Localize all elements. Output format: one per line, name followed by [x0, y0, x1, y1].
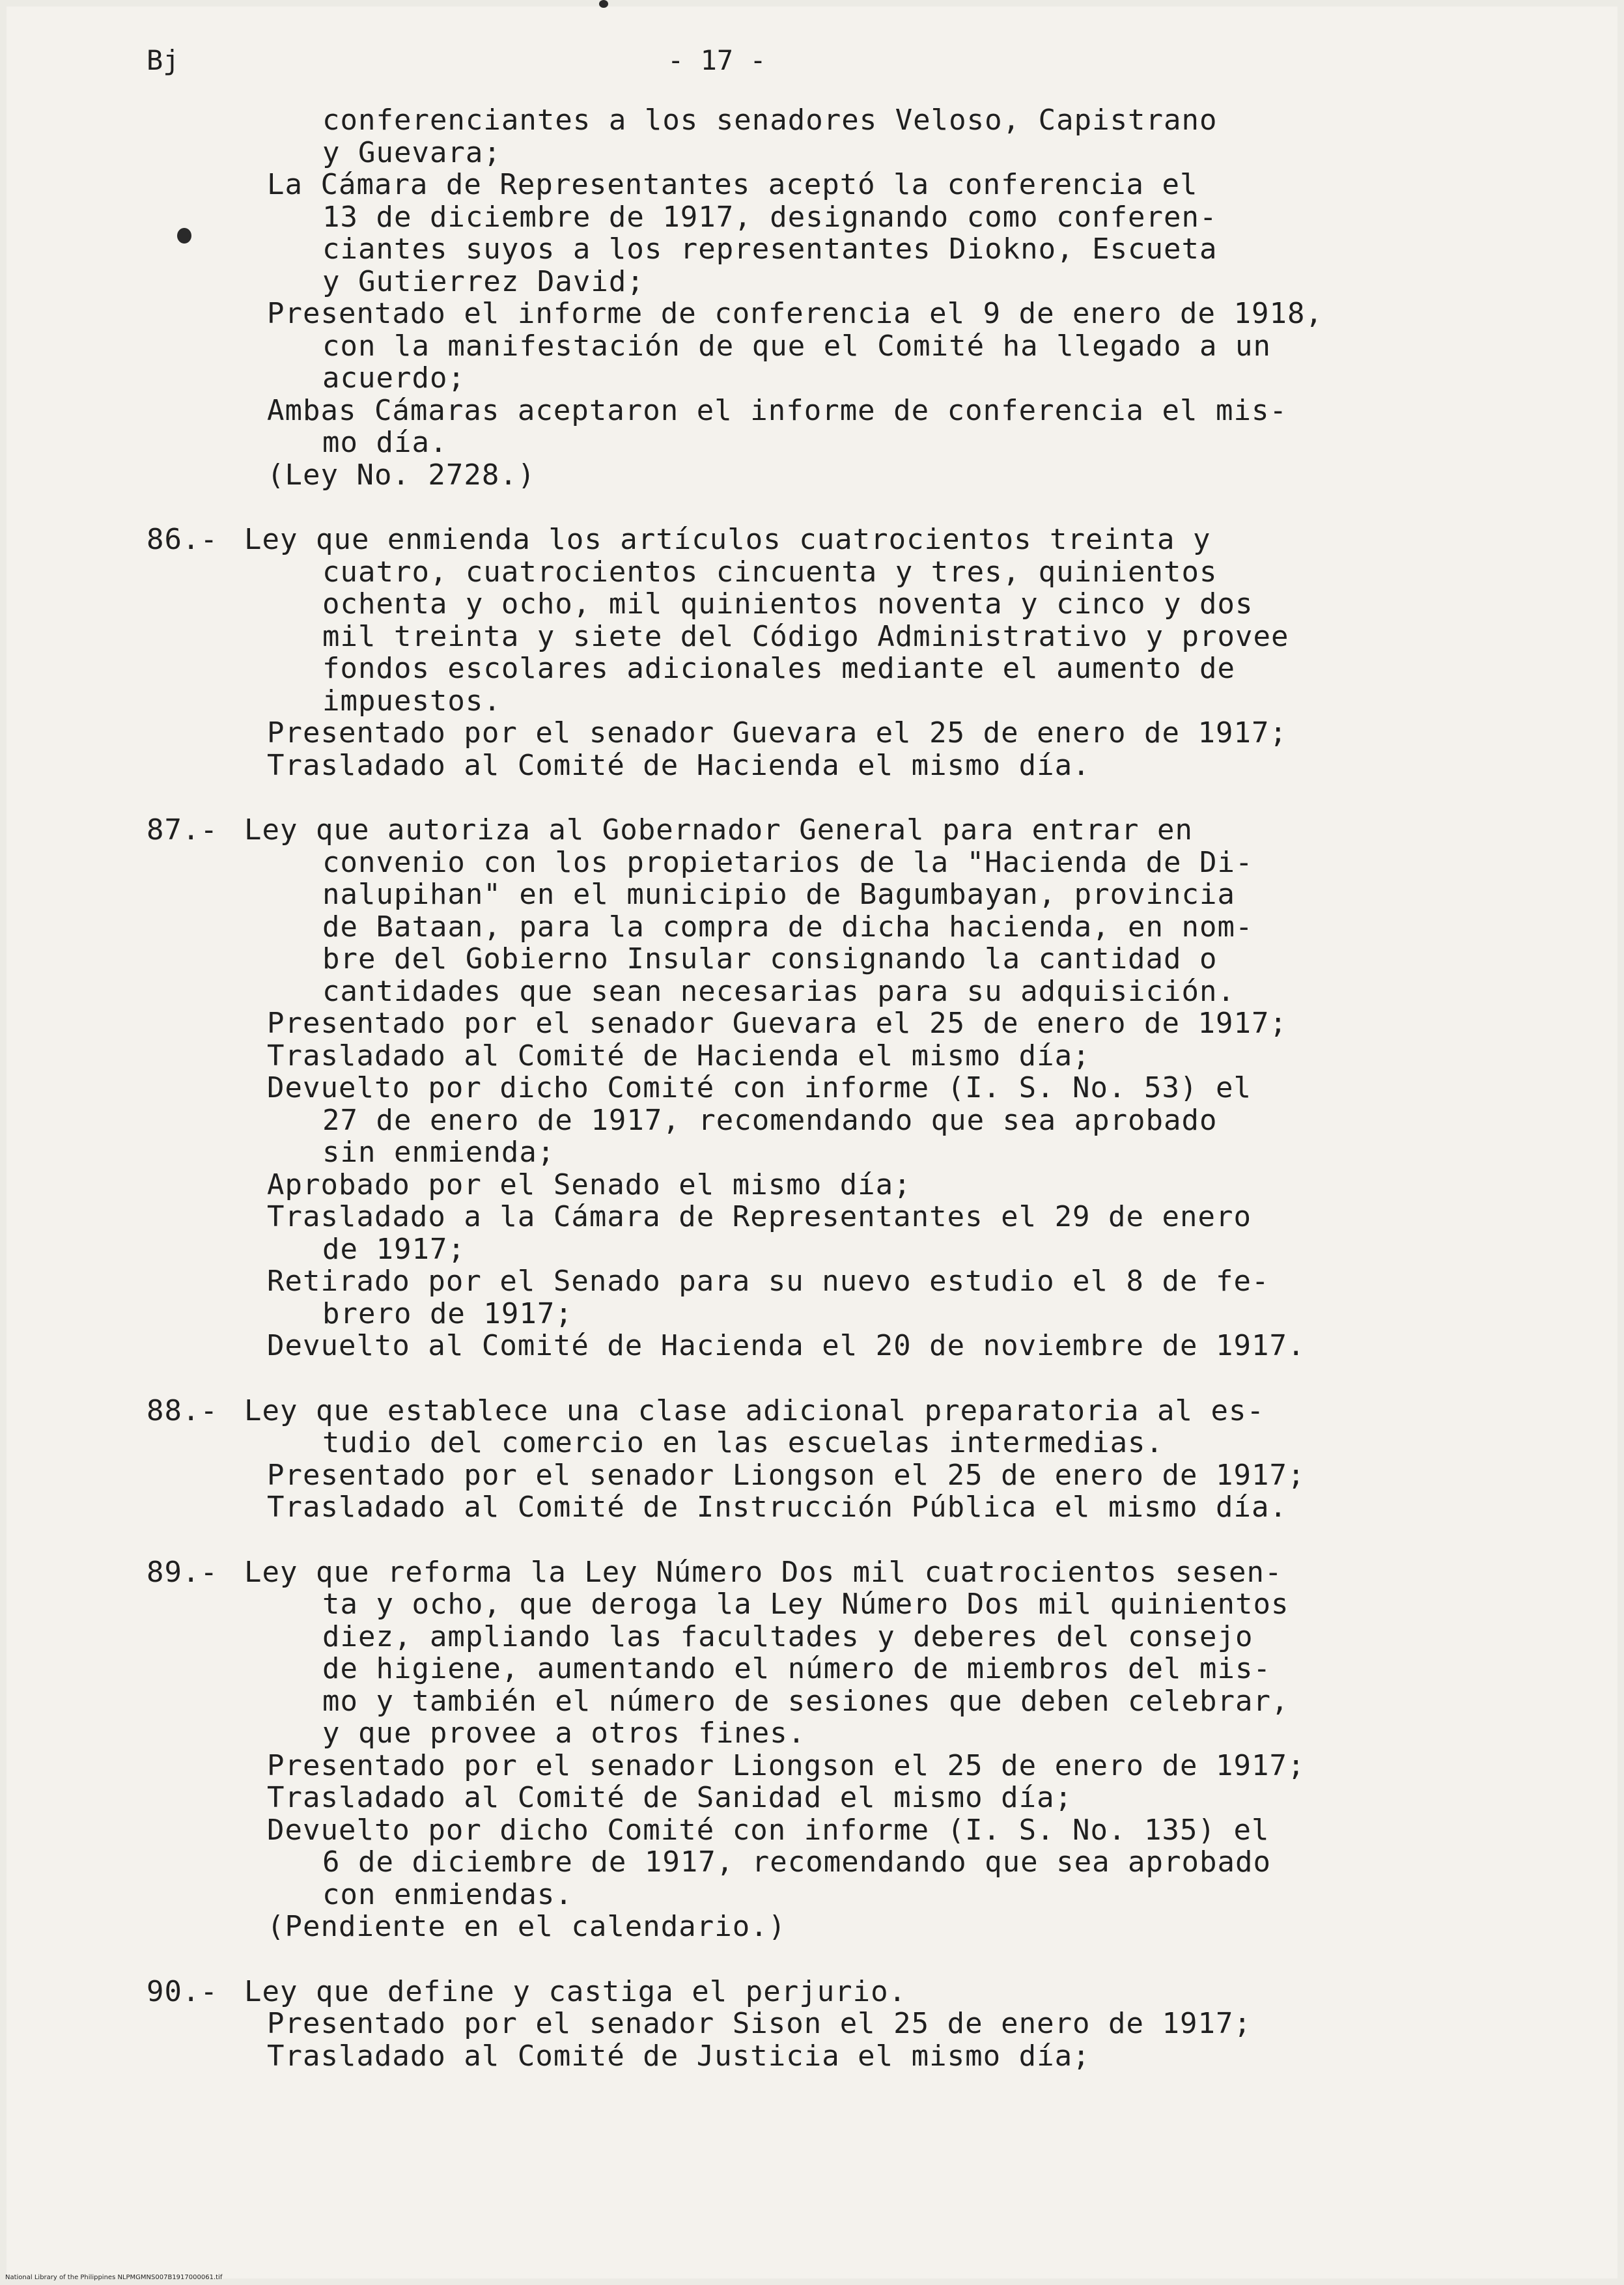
legislative-step — [147, 750, 1468, 782]
legislative-step-line: Devuelto al Comité de Hacienda el 20 de noviembre de 1917. — [267, 1329, 1306, 1362]
preamble-step-line: Ambas Cámaras aceptaron el informe de conferencia el mis- — [267, 393, 1287, 427]
bill-title-text: Ley que establece una clase adicional preparatoria al es- — [244, 1394, 1265, 1427]
legislative-step — [147, 1007, 1468, 1040]
page-header — [147, 38, 1477, 90]
legislative-step-line: Trasladado al Comité de Hacienda el mismo día; — [267, 1039, 1091, 1072]
bill-number: 87.- — [147, 813, 218, 847]
legislative-step — [147, 1459, 1468, 1492]
preamble-step-line: mo día. — [322, 426, 448, 459]
bill-title-first-line — [147, 1556, 1468, 1589]
bill-entry — [147, 1556, 1468, 1943]
status-note: (Pendiente en el calendario.) — [267, 1910, 787, 1943]
legislative-step-line: Devuelto por dicho Comité con informe (I. S. No. 53) el — [267, 1071, 1252, 1104]
legislative-step-line: Presentado por el senador Liongson el 25 de enero de 1917; — [267, 1748, 1306, 1782]
legislative-step-line: de 1917; — [322, 1232, 466, 1266]
preamble-continuation — [147, 104, 1468, 491]
preamble-step-line: 13 de diciembre de 1917, designando como conferen- — [322, 200, 1218, 234]
bill-title-first-line — [147, 524, 1468, 556]
bill-title-line: tudio del comercio en las escuelas intermedias. — [322, 1426, 1164, 1459]
legislative-step — [147, 1491, 1468, 1524]
bill-title-line: y que provee a otros fines. — [322, 1717, 806, 1750]
legislative-step — [147, 2008, 1468, 2040]
bill-title-line: de Bataan, para la compra de dicha hacienda, en nom- — [322, 910, 1253, 944]
legislative-step-line: 27 de enero de 1917, recomendando que sea aprobado — [322, 1103, 1218, 1137]
bill-title-line: mo y también el número de sesiones que deben celebrar, — [322, 1684, 1289, 1718]
legislative-step-line: Aprobado por el Senado el mismo día; — [267, 1168, 912, 1201]
bill-number: 90.- — [147, 1974, 218, 2008]
bill-entry — [147, 1976, 1468, 2073]
preamble-step — [147, 169, 1468, 298]
bill-title-line: nalupihan" en el municipio de Bagumbayan, provincia — [322, 878, 1236, 911]
legislative-step-line: Presentado por el senador Liongson el 25 de enero de 1917; — [267, 1458, 1306, 1492]
preamble-step-line: acuerdo; — [322, 361, 466, 395]
bill-title-line: convenio con los propietarios de la "Hacienda de Di- — [322, 845, 1253, 879]
legislative-step-line: sin enmienda; — [322, 1136, 555, 1169]
bill-title-first-line — [147, 814, 1468, 847]
legislative-step — [147, 1040, 1468, 1072]
bill-title-first-line — [147, 1395, 1468, 1427]
legislative-step-line: Trasladado al Comité de Justicia el mismo día; — [267, 2039, 1091, 2073]
document-body — [147, 104, 1468, 2105]
legislative-step-line: Trasladado al Comité de Sanidad el mismo día; — [267, 1781, 1073, 1814]
legislative-step-line: con enmiendas. — [322, 1877, 573, 1911]
bill-title-text: Ley que enmienda los artículos cuatrocientos treinta y — [244, 523, 1211, 556]
preamble-step-line: Presentado el informe de conferencia el 9 de enero de 1918, — [267, 297, 1323, 330]
bill-title-line: bre del Gobierno Insular consignando la cantidad o — [322, 942, 1218, 975]
bill-title-text: Ley que autoriza al Gobernador General para entrar en — [244, 813, 1193, 847]
bill-entry — [147, 524, 1468, 781]
bill-title-text: Ley que reforma la Ley Número Dos mil cuatrocientos sesen- — [244, 1555, 1283, 1589]
bill-title-line: cuatro, cuatrocientos cincuenta y tres, quinientos — [322, 555, 1218, 589]
legislative-step — [147, 1814, 1468, 1911]
legislative-step — [147, 717, 1468, 750]
archive-stamp: National Library of the Philippines NLPMGMNS007B1917000061.tif — [5, 2274, 223, 2281]
legislative-step — [147, 1782, 1468, 1814]
bill-title-line: diez, ampliando las facultades y deberes del consejo — [322, 1619, 1253, 1653]
preamble-step-line: y Gutierrez David; — [322, 264, 645, 298]
preamble-line: conferenciantes a los senadores Veloso, Capistrano — [322, 104, 1218, 137]
legislative-step — [147, 1072, 1468, 1169]
legislative-step-line: Trasladado al Comité de Hacienda el mismo día. — [267, 748, 1091, 782]
bill-title-line: de higiene, aumentando el número de miembros del mis- — [322, 1652, 1271, 1685]
legislative-step — [147, 2040, 1468, 2073]
bill-title-text: Ley que define y castiga el perjurio. — [244, 1974, 907, 2008]
legislative-step — [147, 1330, 1468, 1362]
bill-title-line: cantidades que sean necesarias para su adquisición. — [322, 974, 1236, 1008]
page-number: - 17 - — [667, 44, 766, 76]
legislative-step — [147, 1169, 1468, 1201]
preamble-step-line: con la manifestación de que el Comité ha llegado a un — [322, 329, 1271, 363]
preamble-step-line: ciantes suyos a los representantes Diokno, Escueta — [322, 232, 1218, 266]
legislative-step-line: Devuelto por dicho Comité con informe (I. S. No. 135) el — [267, 1813, 1270, 1847]
legislative-step-line: brero de 1917; — [322, 1297, 573, 1330]
bill-number: 88.- — [147, 1394, 218, 1427]
bill-title-line: ochenta y ocho, mil quinientos noventa y cinco y dos — [322, 587, 1253, 621]
law-reference: (Ley No. 2728.) — [267, 458, 536, 492]
top-ink-mark — [599, 0, 608, 8]
legislative-step-line: Presentado por el senador Guevara el 25 de enero de 1917; — [267, 716, 1287, 750]
legislative-step-line: Retirado por el Senado para su nuevo estudio el 8 de fe- — [267, 1265, 1270, 1298]
preamble-step — [147, 395, 1468, 459]
legislative-step-line: Trasladado a la Cámara de Representantes el 29 de enero — [267, 1200, 1252, 1233]
legislative-step — [147, 1265, 1468, 1330]
legislative-step — [147, 1201, 1468, 1265]
bill-title-line: fondos escolares adicionales mediante el aumento de — [322, 652, 1236, 685]
bill-title-line: impuestos. — [322, 684, 501, 718]
bill-number: 86.- — [147, 523, 218, 556]
legislative-step-line: Trasladado al Comité de Instrucción Pública el mismo día. — [267, 1491, 1287, 1524]
typist-initials: Bj — [147, 44, 180, 76]
bill-title-line: ta y ocho, que deroga la Ley Número Dos mil quinientos — [322, 1588, 1289, 1621]
bill-title-first-line — [147, 1976, 1468, 2008]
preamble-step — [147, 298, 1468, 395]
legislative-step-line: 6 de diciembre de 1917, recomendando que sea aprobado — [322, 1845, 1271, 1879]
preamble-step-line: La Cámara de Representantes aceptó la conferencia el — [267, 168, 1198, 201]
legislative-step-line: Presentado por el senador Sison el 25 de enero de 1917; — [267, 2007, 1252, 2040]
bill-title-line: mil treinta y siete del Código Administrativo y provee — [322, 619, 1289, 653]
bill-entry — [147, 1395, 1468, 1524]
bill-number: 89.- — [147, 1555, 218, 1589]
bill-entry — [147, 814, 1468, 1362]
preamble-line: y Guevara; — [322, 135, 501, 169]
bill-entries — [147, 524, 1468, 2072]
legislative-step — [147, 1750, 1468, 1782]
legislative-step-line: Presentado por el senador Guevara el 25 de enero de 1917; — [267, 1007, 1287, 1040]
